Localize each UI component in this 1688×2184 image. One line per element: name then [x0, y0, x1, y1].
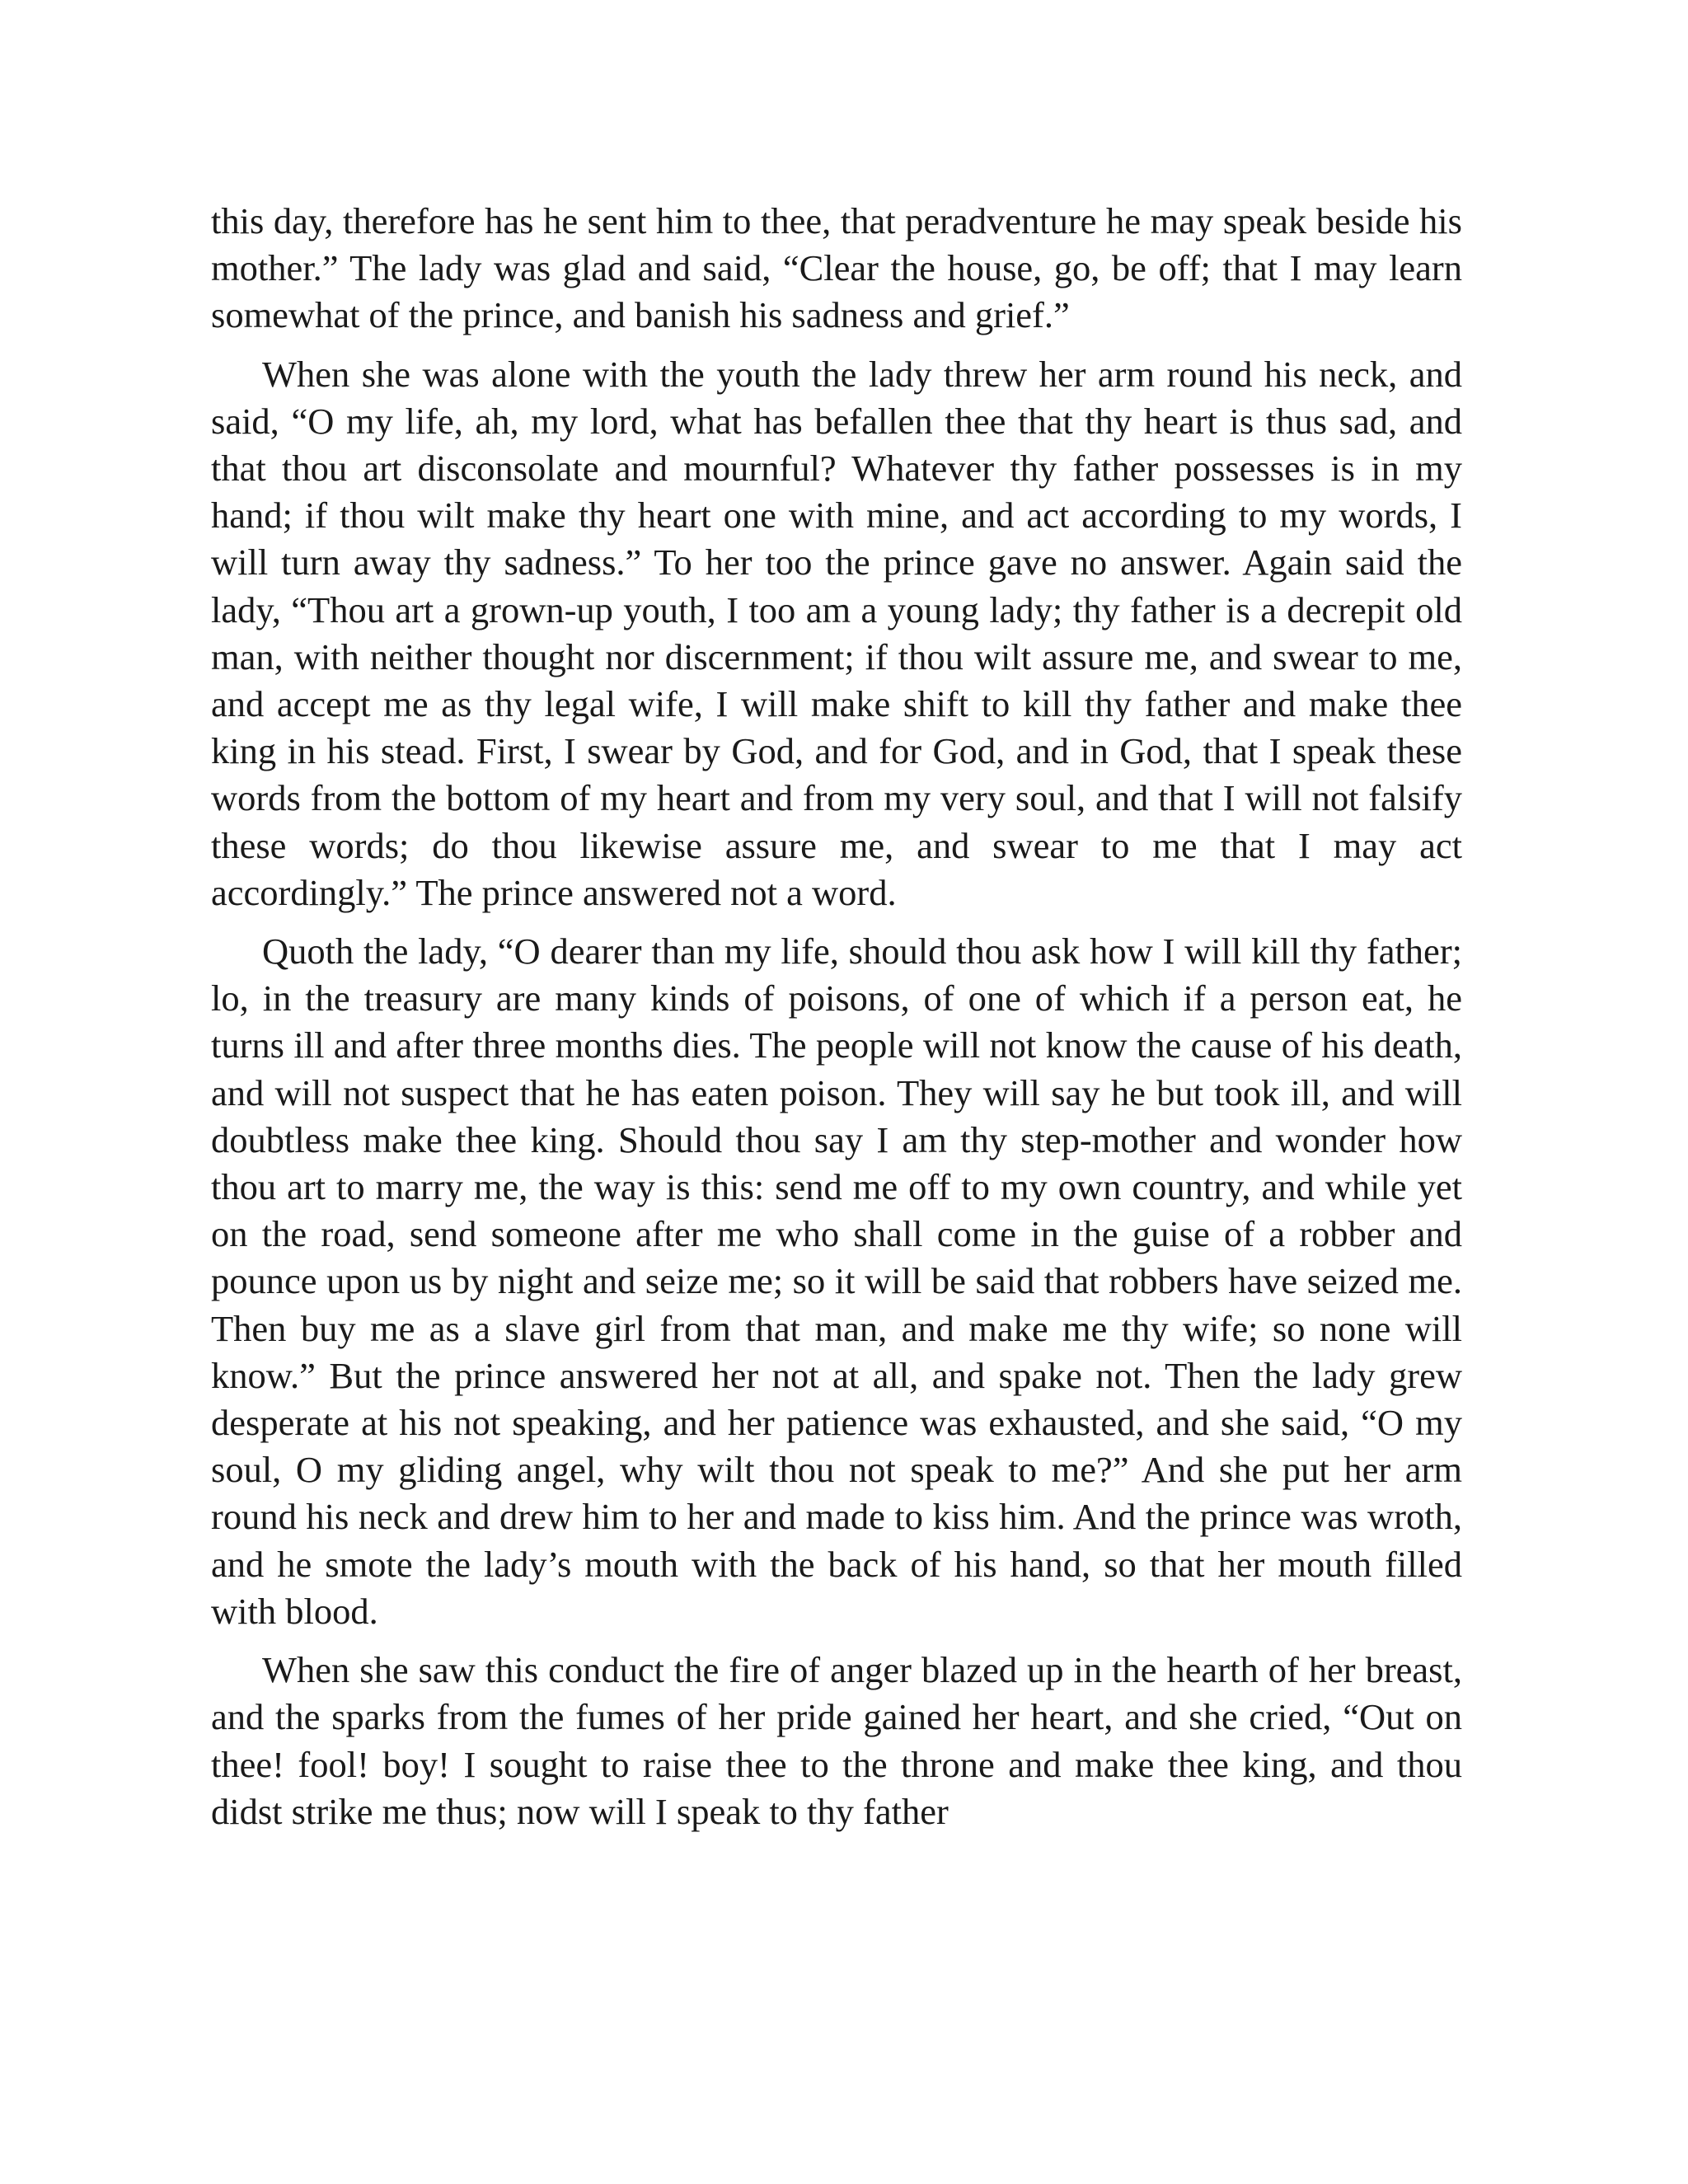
paragraph-3: Quoth the lady, “O dearer than my life, should thou ask how I will kill thy father; lo, in the treasury are many kinds of poisons, of one of which if a person eat, he turns ill and after three months dies. The people will not know the cause of his death, and will not suspect that he has eaten poison. They will say he but took ill, and will doubtless make thee king. Should thou say I am thy step-mother and wonder how thou art to marry me, the way is this: send me off to my own country, and while yet on the road, send someone after me who shall come in the guise of a robber and pounce upon us by night and seize me; so it will be said that robbers have seized me. Then buy me as a slave girl from that man, and make me thy wife; so none will know.” But the prince answered her not at all, and spake not. Then the lady grew desperate at his not speaking, and her patience was exhausted, and she said, “O my soul, O my gliding angel, why wilt thou not speak to me?” And she put her arm round his neck and drew him to her and made to kiss him. And the prince was wroth, and he smote the lady’s mouth with the back of his hand, so that her mouth filled with blood.	[211, 930, 1462, 1632]
paragraph-2: When she was alone with the youth the lady threw her arm round his neck, and said, “O my life, ah, my lord, what has befallen thee that thy heart is thus sad, and that thou art disconsolate and mournful? Whatever thy father possesses is in my hand; if thou wilt make thy heart one with mine, and act according to my words, I will turn away thy sadness.” To her too the prince gave no answer. Again said the lady, “Thou art a grown-up youth, I too am a young lady; thy father is a decrepit old man, with neither thought nor discernment; if thou wilt assure me, and swear to me, and accept me as thy legal wife, I will make shift to kill thy father and make thee king in his stead. First, I swear by God, and for God, and in God, that I speak these words from the bottom of my heart and from my very soul, and that I will not falsify these words; do thou likewise assure me, and swear to me that I may act accordingly.” The prince answered not a word.	[211, 353, 1462, 913]
page-body	[211, 198, 1462, 1847]
paragraph-4: When she saw this conduct the fire of anger blazed up in the hearth of her breast, and the sparks from the fumes of her pride gained her heart, and she cried, “Out on thee! fool! boy! I sought to raise thee to the throne and make thee king, and thou didst strike me thus; now will I speak to thy father	[211, 1649, 1462, 1832]
paragraph-1: this day, therefore has he sent him to thee, that peradventure he may speak beside his mother.” The lady was glad and said, “Clear the house, go, be off; that I may learn somewhat of the prince, and banish his sadness and grief.”	[211, 200, 1462, 336]
